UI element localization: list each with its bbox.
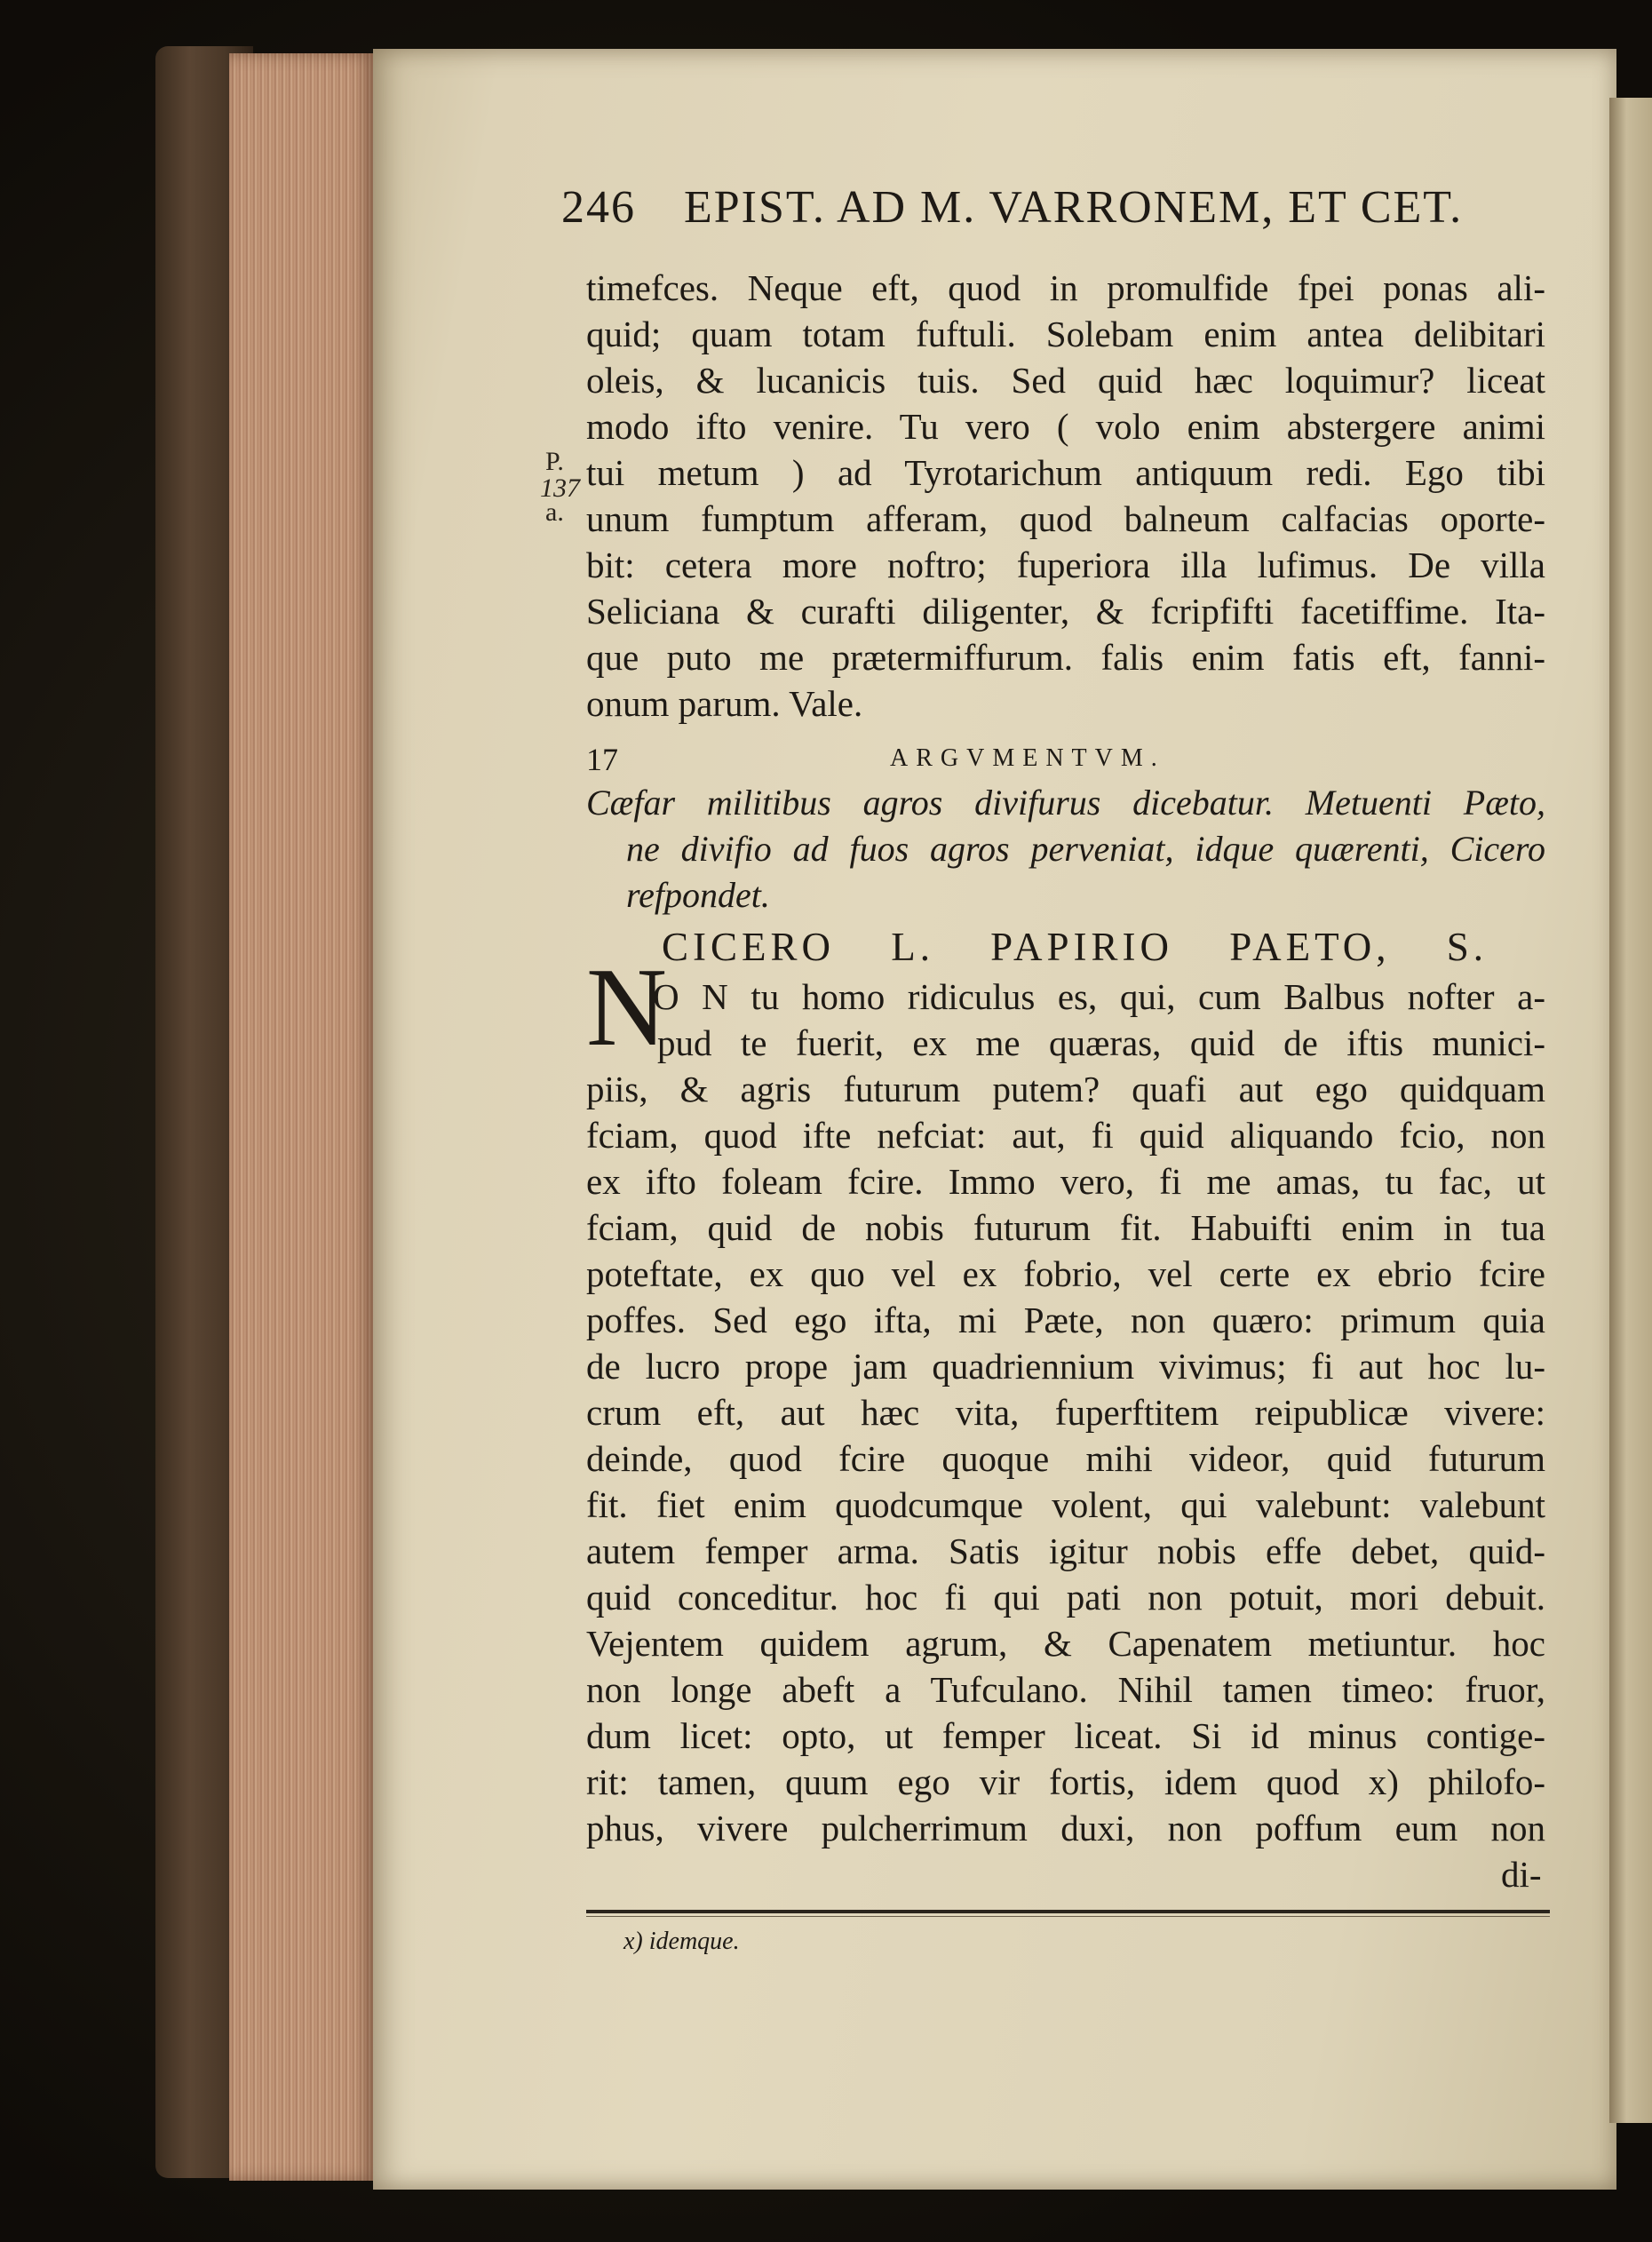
argument-line: Cæfar militibus agros divifurus dicebatur. Metuenti Pæto, — [586, 783, 1545, 823]
footnote-rule — [586, 1910, 1550, 1913]
text-line: O N tu homo ridiculus es, qui, cum Balbus nofter a- — [653, 976, 1545, 1017]
text-line: Seliciana & curafti diligenter, & fcripfifti facetiffime. Ita- — [586, 591, 1545, 632]
text-line: ex ifto foleam fcire. Immo vero, fi me amas, tu fac, ut — [586, 1161, 1545, 1202]
text-line: timefces. Neque eft, quod in promulfide fpei ponas ali- — [586, 267, 1545, 308]
text-line: fit. fiet enim quodcumque volent, qui valebunt: valebunt — [586, 1484, 1545, 1525]
text-line: piis, & agris futurum putem? quafi aut ego quidquam — [586, 1069, 1545, 1109]
facing-page-edge — [1609, 98, 1652, 2123]
text-line: de lucro prope jam quadriennium vivimus; fi aut hoc lu- — [586, 1346, 1545, 1387]
page-edges — [229, 53, 376, 2181]
text-line: poffes. Sed ego ifta, mi Pæte, non quæro: primum quia — [586, 1300, 1545, 1340]
text-line: bit: cetera more noftro; fuperiora illa lufimus. De villa — [586, 545, 1545, 585]
running-title: EPIST. AD M. VARRONEM, ET CET. — [684, 182, 1464, 233]
text-line: poteftate, ex quo vel ex fobrio, vel certe ex ebrio fcire — [586, 1253, 1545, 1294]
text-line: deinde, quod fcire quoque mihi videor, quid futurum — [586, 1438, 1545, 1479]
footnote: x) idemque. — [623, 1928, 740, 1955]
argument-line: refpondet. — [626, 875, 770, 915]
margin-note-number: 137 — [540, 473, 580, 503]
letter-salutation: CICERO L. PAPIRIO PAETO, S. — [662, 925, 1488, 969]
text-line: que puto me prætermiffurum. falis enim fatis eft, fanni- — [586, 637, 1545, 678]
text-line: fciam, quod ifte nefciat: aut, fi quid aliquando fcio, non — [586, 1115, 1545, 1156]
text-line: phus, vivere pulcherrimum duxi, non poffum eum non — [586, 1808, 1545, 1848]
text-line: rit: tamen, quum ego vir fortis, idem quod x) philofo- — [586, 1761, 1545, 1802]
argument-heading: ARGVMENTVM. — [890, 744, 1165, 772]
margin-note-a: a. — [545, 497, 564, 527]
text-line: quid; quam totam fuftuli. Solebam enim antea delibitari — [586, 314, 1545, 354]
text-line: fciam, quid de nobis futurum fit. Habuifti enim in tua — [586, 1207, 1545, 1248]
letter-number: 17 — [586, 742, 618, 777]
text-line: onum parum. Vale. — [586, 683, 863, 724]
catchword: di- — [1501, 1854, 1542, 1895]
text-line: unum fumptum afferam, quod balneum calfacias oporte- — [586, 498, 1545, 539]
text-line: autem femper arma. Satis igitur nobis effe debet, quid- — [586, 1530, 1545, 1571]
text-line: quid conceditur. hoc fi qui pati non potuit, mori debuit. — [586, 1577, 1545, 1618]
text-line: non longe abeft a Tufculano. Nihil tamen timeo: fruor, — [586, 1669, 1545, 1710]
text-line: modo ifto venire. Tu vero ( volo enim abstergere animi — [586, 406, 1545, 447]
footnote-rule-thin — [586, 1916, 1550, 1917]
argument-line: ne divifio ad fuos agros perveniat, idque quærenti, Cicero — [626, 829, 1545, 869]
text-line: oleis, & lucanicis tuis. Sed quid hæc loquimur? liceat — [586, 360, 1545, 401]
text-line: tui metum ) ad Tyrotarichum antiquum redi. Ego tibi — [586, 452, 1545, 493]
page-number: 246 — [561, 182, 636, 233]
text-line: dum licet: opto, ut femper liceat. Si id minus contige- — [586, 1715, 1545, 1756]
text-line: Vejentem quidem agrum, & Capenatem metiuntur. hoc — [586, 1623, 1545, 1664]
text-line: pud te fuerit, ex me quæras, quid de iftis munici- — [657, 1022, 1545, 1063]
text-line: crum eft, aut hæc vita, fuperftitem reipublicæ vivere: — [586, 1392, 1545, 1433]
margin-note-p: P. — [545, 447, 564, 476]
running-header — [561, 181, 1467, 234]
drop-cap: N — [586, 946, 667, 1069]
